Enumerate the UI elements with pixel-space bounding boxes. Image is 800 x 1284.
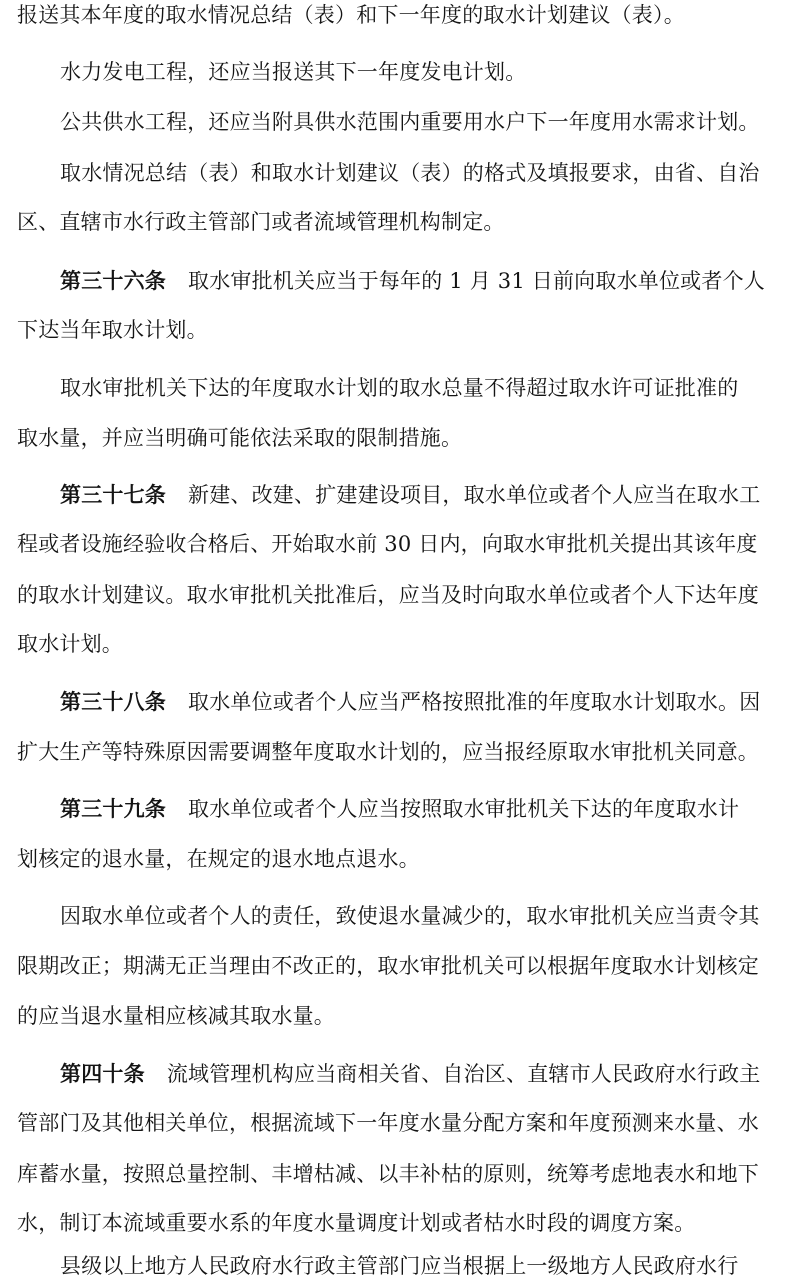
article-line [60,692,760,713]
text-line: 水，制订本流域重要水系的年度水量调度计划或者枯水时段的调度方案。 [17,1211,696,1235]
text-line: 取水情况总结（表）和取水计划建议（表）的格式及填报要求，由省、自治 [60,161,760,185]
article-number: 第三十九条 [60,797,166,821]
text-line: 取水审批机关下达的年度取水计划的取水总量不得超过取水许可证批准的 [60,376,739,400]
text-span: 新建、改建、扩建建设项目，取水单位或者个人应当在取水工 [188,483,761,507]
text-line: 限期改正；期满无正当理由不改正的，取水审批机关可以根据年度取水计划核定 [17,954,759,978]
text-line: 报送其本年度的取水情况总结（表）和下一年度的取水计划建议（表）。 [17,3,685,27]
text-line: 取水计划。 [17,632,123,656]
text-line: 下达当年取水计划。 [17,318,208,342]
article-line [60,485,760,506]
article-number: 第三十七条 [60,483,166,507]
article-line [60,271,765,292]
article-line [60,799,739,820]
text-line: 扩大生产等特殊原因需要调整年度取水计划的，应当报经原取水审批机关同意。 [17,740,759,764]
text-line: 的应当退水量相应核减其取水量。 [17,1004,335,1028]
text-line: 划核定的退水量，在规定的退水地点退水。 [17,847,420,871]
text-span: 取水审批机关应当于每年的 1 月 31 日前向取水单位或者个人 [188,269,765,293]
text-line: 因取水单位或者个人的责任，致使退水量减少的，取水审批机关应当责令其 [60,904,760,928]
text-line: 库蓄水量，按照总量控制、丰增枯减、以丰补枯的原则，统筹考虑地表水和地下 [17,1162,759,1186]
article-number: 第四十条 [60,1062,145,1086]
text-line: 的取水计划建议。取水审批机关批准后，应当及时向取水单位或者个人下达年度 [17,583,759,607]
text-line: 区、直辖市水行政主管部门或者流域管理机构制定。 [17,210,505,234]
article-number: 第三十八条 [60,690,166,714]
text-line: 程或者设施经验收合格后、开始取水前 30 日内，向取水审批机关提出其该年度 [17,532,758,556]
text-span: 取水单位或者个人应当按照取水审批机关下达的年度取水计 [188,797,740,821]
text-line: 公共供水工程，还应当附具供水范围内重要用水户下一年度用水需求计划。 [60,110,760,134]
text-span: 取水单位或者个人应当严格按照批准的年度取水计划取水。因 [188,690,761,714]
article-line [60,1064,760,1085]
article-number: 第三十六条 [60,269,166,293]
text-span: 流域管理机构应当商相关省、自治区、直辖市人民政府水行政主 [166,1062,761,1086]
text-line: 水力发电工程，还应当报送其下一年度发电计划。 [60,60,527,84]
text-line: 管部门及其他相关单位，根据流域下一年度水量分配方案和年度预测来水量、水 [17,1111,759,1135]
text-line: 取水量，并应当明确可能依法采取的限制措施。 [17,426,463,450]
text-line: 县级以上地方人民政府水行政主管部门应当根据上一级地方人民政府水行 [60,1254,739,1278]
